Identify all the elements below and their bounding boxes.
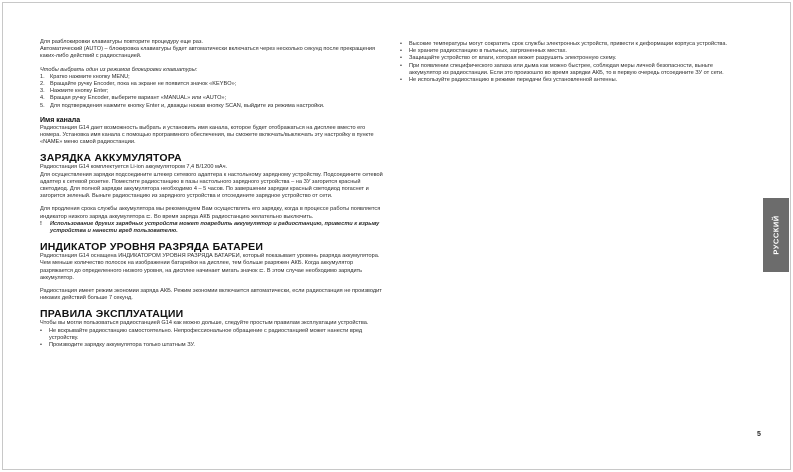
- left-column: [40, 39, 385, 349]
- warning-icon: !: [40, 220, 42, 227]
- list-item: • Не храните радиостанцию в пыльных, загрязненных местах.: [400, 48, 567, 55]
- charging-procedure-text: Для осуществления зарядки подсоедините штекер сетевого адаптера к настольному зарядному устройству. Подсоедините сетевой адаптер к сетевой розетке. Поместите радиостанцию в пазы настольного зарядного устройства – на ЗУ загорится красный светодиод. Для полной зарядки аккумулятора необходимо 4 – 5 часов. По завершении зарядки красный светодиод погаснет и загорится зеленый. Выньте радиостанцию из зарядного устройства и отсоедините зарядное устройство от сети.: [40, 171, 383, 200]
- battery-spec-text: Радиостанция G14 комплектуется Li-ion аккумулятором 7,4 В/1200 мАч.: [40, 164, 228, 171]
- step-item: 5. Для подтверждения нажмите кнопку Enter и, дважды нажав кнопку SCAN, выйдите из режима настройки.: [40, 102, 325, 109]
- list-item: • При появлении специфического запаха или дыма как можно быстрее, соблюдая меры личной безопасности, выньте аккумулятор из радиостанции. Если это произошло во время зарядки АКБ, то в первую очередь отсоедините ЗУ от сети.: [400, 62, 724, 76]
- list-item: • Защищайте устройство от влаги, которая может разрушить электронную схему.: [400, 55, 617, 62]
- charger-warning: [40, 221, 385, 235]
- list-item: • Высокие температуры могут сократить срок службы электронных устройств, привести к деформации корпуса устройства.: [400, 41, 728, 47]
- right-column: [400, 41, 745, 84]
- language-tab: [763, 198, 789, 272]
- lock-mode-heading: Чтобы выбрать один из режимов блокировки клавиатуры:: [40, 66, 198, 73]
- power-saving-text: Радиостанция имеет режим экономии заряда АКБ. Режим экономии включается автоматически, если радиостанция не производит никаких действий больше 7 секунд.: [40, 288, 382, 302]
- channel-name-text: Радиостанция G14 дает возможность выбрать и установить имя канала, которое будет отображаться на дисплее вместо его номера. Установка имя канала с помощью программного обеспечения, вы сможете включать/выключать эту настройку в пункте «NAME» меню самой радиостанции.: [40, 124, 374, 146]
- list-item: • Производите зарядку аккумулятора только штатным ЗУ.: [40, 342, 195, 349]
- unlock-instruction: Для разблокировки клавиатуры повторите процедуру еще раз.: [40, 39, 203, 45]
- battery-indicator-heading: ИНДИКАТОР УРОВНЯ РАЗРЯДА БАТАРЕИ: [40, 241, 264, 254]
- battery-life-text: Для продления срока службы аккумулятора мы рекомендуем Вам осуществлять его зарядку, когда в процессе работы появляется индикатор низкого заряда аккумулятора ⊏. Во время заряда АКБ радиостанцию желательно выключить.: [40, 206, 381, 220]
- battery-charging-heading: ЗАРЯДКА АККУМУЛЯТОРА: [40, 152, 182, 165]
- step-item: 2. Вращайте ручку Encoder, пока на экране не появится значок «KEYBO»;: [40, 81, 237, 88]
- list-item: • Не используйте радиостанцию в режиме передачи без установленной антенны.: [400, 77, 618, 84]
- operating-rules-intro: Чтобы вы могли пользоваться радиостанцией G14 как можно дольше, следуйте простым правилам эксплуатации устройства.: [40, 320, 369, 327]
- step-item: 4. Вращая ручку Encoder, выберите вариант «MANUAL» или «AUTO»;: [40, 95, 227, 102]
- battery-indicator-text: Радиостанция G14 оснащена ИНДИКАТОРОМ УРОВНЯ РАЗРЯДА БАТАРЕИ, который показывает уровень разряда аккумулятора. Чем меньше количество полосок на изображении батарейки на дисплее, тем больше разряжен АКБ. Когда аккумулятор разряжается до определенного низкого уровня, на дисплее начинает мигать значок ⊏. В этом случае необходимо зарядить аккумулятор.: [40, 253, 380, 281]
- lock-mode-steps: [40, 74, 385, 110]
- step-item: 1. Кратко нажмите кнопку MENU;: [40, 73, 130, 80]
- list-item: • Не вскрывайте радиостанцию самостоятельно. Непрофессиональное обращение с радиостанцией может нанести вред устройству.: [40, 327, 363, 341]
- page-number: 5: [757, 431, 761, 438]
- channel-name-heading: Имя канала: [40, 116, 81, 124]
- operating-rules-heading: ПРАВИЛА ЭКСПЛУАТАЦИИ: [40, 308, 184, 321]
- language-tab-label: РУССКИЙ: [771, 215, 781, 255]
- operating-rules-list: [40, 328, 385, 350]
- operating-rules-continued: [400, 41, 745, 84]
- step-item: 3. Нажмите кнопку Enter;: [40, 88, 109, 95]
- warning-text: Использование других зарядных устройств может повредить аккумулятор и радиостанцию, привести к взрыву устройства и нанести вред пользователю.: [50, 220, 380, 235]
- auto-mode-description: Автоматический (AUTO) – блокировка клавиатуры будет автоматически включаться через несколько секунд после прекращения каких-либо действий с радиостанцией.: [40, 46, 376, 60]
